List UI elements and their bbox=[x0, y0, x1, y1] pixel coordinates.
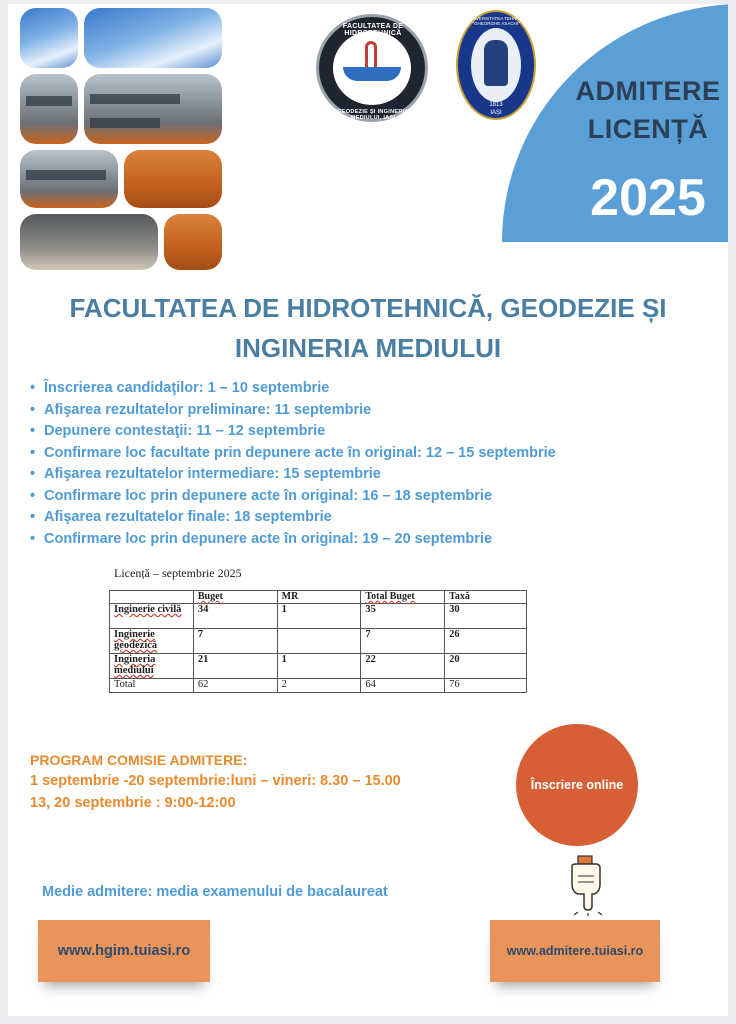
table-header-cell: Total Buget bbox=[361, 591, 445, 604]
table-cell: 34 bbox=[193, 604, 277, 629]
schedule-item: • Confirmare loc prin depunere acte în original: 16 – 18 septembrie bbox=[30, 486, 710, 508]
program-heading: PROGRAM COMISIE ADMITERE: bbox=[30, 752, 248, 768]
table-cell: 22 bbox=[361, 654, 445, 679]
admission-website-link[interactable]: www.admitere.tuiasi.ro bbox=[490, 920, 660, 982]
schedule-item: • Afişarea rezultatelor preliminare: 11 septembrie bbox=[30, 400, 710, 422]
photo-tile bbox=[84, 74, 222, 144]
program-line: 1 septembrie -20 septembrie:luni – vineri: 8.30 – 15.00 bbox=[30, 773, 401, 789]
badge-title-licenta: LICENȚĂ bbox=[587, 114, 709, 144]
table-cell: 30 bbox=[445, 604, 527, 629]
commission-program bbox=[30, 750, 530, 814]
building-photo-collage bbox=[20, 8, 224, 270]
schedule-item: • Afişarea rezultatelor finale: 18 septembrie bbox=[30, 507, 710, 529]
table-cell: 35 bbox=[361, 604, 445, 629]
table-header-cell: Buget bbox=[193, 591, 277, 604]
table-cell: 64 bbox=[361, 679, 445, 693]
table-cell bbox=[277, 629, 361, 654]
photo-tile bbox=[84, 8, 222, 68]
table-cell-program: Total bbox=[110, 679, 194, 693]
table-caption: Licență – septembrie 2025 bbox=[114, 566, 242, 580]
table-cell-program: Ingineria mediului bbox=[110, 654, 194, 679]
schedule-item: • Depunere contestaţii: 11 – 12 septembrie bbox=[30, 421, 710, 443]
pointing-hand-icon bbox=[564, 854, 608, 916]
photo-tile bbox=[164, 214, 222, 270]
table-cell: 62 bbox=[193, 679, 277, 693]
admission-average-note: Medie admitere: media examenului de bacalaureat bbox=[42, 884, 388, 900]
photo-tile bbox=[124, 150, 222, 208]
badge-title-admitere: ADMITERE bbox=[575, 76, 721, 106]
schedule-item: • Înscrierea candidaţilor: 1 – 10 septembrie bbox=[30, 378, 710, 400]
table-cell-program: Inginerie geodezică bbox=[110, 629, 194, 654]
table-header-cell bbox=[110, 591, 194, 604]
table-cell: 26 bbox=[445, 629, 527, 654]
table-row bbox=[110, 629, 527, 654]
table-header-cell: Taxă bbox=[445, 591, 527, 604]
table-row bbox=[110, 654, 527, 679]
places-table bbox=[109, 590, 527, 693]
online-registration-button[interactable]: Înscriere online bbox=[516, 724, 638, 846]
table-row bbox=[110, 604, 527, 629]
admission-schedule-list bbox=[30, 378, 710, 550]
table-row-total bbox=[110, 679, 527, 693]
table-header-row bbox=[110, 591, 527, 604]
admission-poster bbox=[8, 4, 728, 1016]
university-logo: UNIVERSITATEA TEHNICĂ "GHEORGHE ASACHI" 1813 IAȘI bbox=[456, 10, 536, 120]
badge-year: 2025 bbox=[590, 169, 706, 227]
schedule-item: • Confirmare loc facultate prin depunere acte în original: 12 – 15 septembrie bbox=[30, 443, 710, 465]
photo-tile bbox=[20, 150, 118, 208]
schedule-item: • Afişarea rezultatelor intermediare: 15 septembrie bbox=[30, 464, 710, 486]
faculty-title: FACULTATEA DE HIDROTEHNICĂ, GEODEZIE ȘI INGINERIA MEDIULUI bbox=[69, 293, 667, 363]
table-cell: 2 bbox=[277, 679, 361, 693]
photo-tile bbox=[20, 74, 78, 144]
faculty-logo: FACULTATEA DE HIDROTEHNICĂ 1815 1962 1990 GEODEZIE ȘI INGINERIA MEDIULUI, IAȘI bbox=[316, 14, 428, 122]
table-cell: 20 bbox=[445, 654, 527, 679]
schedule-item: • Confirmare loc prin depunere acte în original: 19 – 20 septembrie bbox=[30, 529, 710, 551]
table-cell: 1 bbox=[277, 654, 361, 679]
table-cell: 21 bbox=[193, 654, 277, 679]
table-cell: 7 bbox=[361, 629, 445, 654]
table-cell: 1 bbox=[277, 604, 361, 629]
faculty-website-link[interactable]: www.hgim.tuiasi.ro bbox=[38, 920, 210, 982]
table-header-cell: MR bbox=[277, 591, 361, 604]
table-cell: 7 bbox=[193, 629, 277, 654]
table-cell-program: Inginerie civilă bbox=[110, 604, 194, 629]
photo-tile bbox=[20, 214, 158, 270]
photo-tile bbox=[20, 8, 78, 68]
table-cell: 76 bbox=[445, 679, 527, 693]
program-line: 13, 20 septembrie : 9:00-12:00 bbox=[30, 795, 236, 811]
